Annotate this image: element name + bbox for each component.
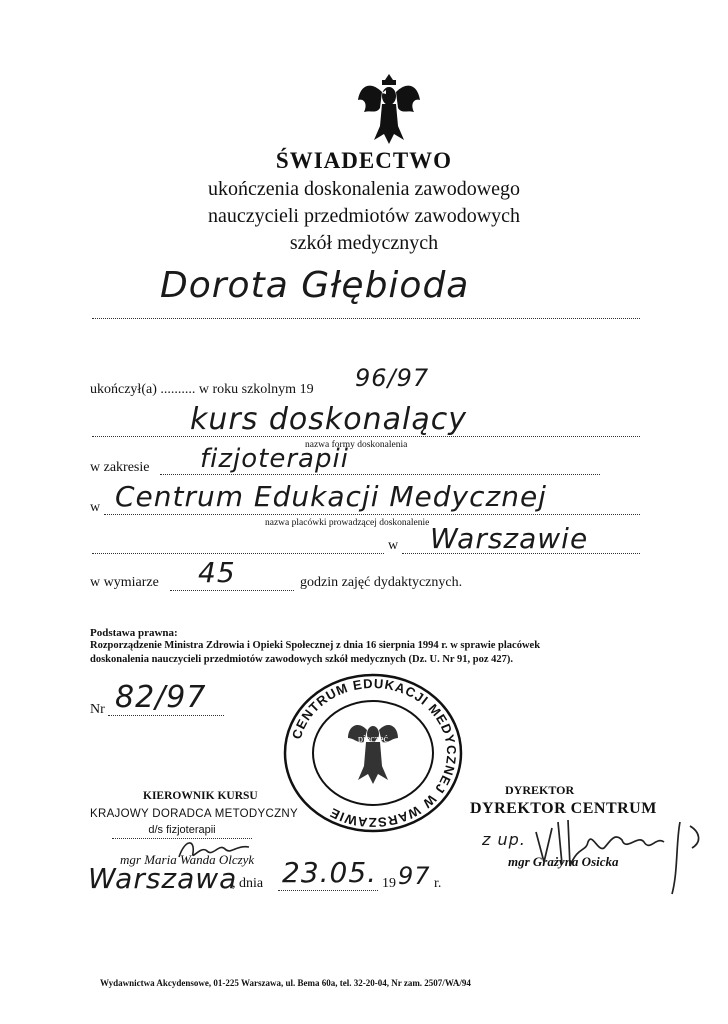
legal-text-line-1: Rozporządzenie Ministra Zdrowia i Opieki Społecznej z dnia 16 sierpnia 1994 r. w sprawie placówek <box>90 640 541 651</box>
school-year: 96/97 <box>355 364 430 392</box>
subtitle-line-2: nauczycieli przedmiotów zawodowych <box>207 205 521 227</box>
seal-center-text: pieczęć <box>358 734 388 745</box>
institution-seal <box>278 668 468 838</box>
legal-heading: Podstawa prawna: <box>90 627 178 639</box>
date-value: 23.05. <box>282 856 378 889</box>
w-label: w <box>90 500 101 515</box>
scope-value: fizjoterapii <box>200 444 349 474</box>
number-label: Nr <box>90 702 105 717</box>
scope-label: w zakresie <box>90 460 150 475</box>
right-handwritten-signature <box>530 812 710 898</box>
date-year-prefix: 19 <box>382 876 396 891</box>
number-value: 82/97 <box>115 680 207 715</box>
institution-caption: nazwa placówki prowadzącej doskonalenie <box>265 518 430 528</box>
scope-underline <box>160 474 600 475</box>
course-caption: nazwa formy doskonalenia <box>305 440 408 450</box>
left-stamp-line-1: KRAJOWY DORADCA METODYCZNY <box>90 808 299 820</box>
right-stamp-prefix: z up. <box>482 830 526 849</box>
institution-underline <box>104 514 640 515</box>
city-left-dots <box>92 553 384 554</box>
city-value: Warszawie <box>430 522 589 555</box>
course-name: kurs doskonalący <box>190 402 468 437</box>
hours-suffix: godzin zajęć dydaktycznych. <box>300 575 463 590</box>
institution-name: Centrum Edukacji Medycznej <box>115 480 547 513</box>
date-year-suffix: r. <box>434 876 442 891</box>
number-underline <box>108 715 224 716</box>
subtitle-line-1: ukończenia doskonalenia zawodowego <box>207 178 521 200</box>
polish-eagle-emblem <box>356 70 422 146</box>
left-stamp-line-2: d/s fizjoterapii <box>148 824 216 836</box>
legal-text-line-2: doskonalenia nauczycieli przedmiotów zawodowych szkół medycznych (Dz. U. Nr 91, poz 427). <box>90 654 513 665</box>
extent-label: w wymiarze <box>90 575 159 590</box>
subtitle-line-3: szkół medycznych <box>289 232 439 254</box>
recipient-name: Dorota Głębioda <box>160 265 470 306</box>
seal-ring-text: CENTRUM EDUKACJI MEDYCZNEJ W WARSZAWIE <box>288 675 460 831</box>
date-day-label: , dnia <box>232 876 264 891</box>
left-stamp-name: mgr Maria Wanda Olczyk <box>120 852 255 867</box>
date-year: 97 <box>398 862 431 890</box>
printer-footer: Wydawnictwa Akcydensowe, 01-225 Warszawa, ul. Bema 60a, tel. 32-20-04, Nr zam. 2507/WA/94 <box>100 978 471 988</box>
right-stamp-name: mgr Grażyna Osicka <box>508 854 619 869</box>
course-leader-role: KIEROWNIK KURSU <box>143 790 258 802</box>
document-title: ŚWIADECTWO <box>275 148 453 173</box>
hours-value: 45 <box>198 556 236 589</box>
director-role: DYREKTOR <box>505 783 575 797</box>
name-underline <box>92 318 640 319</box>
right-stamp-line-1: DYREKTOR CENTRUM <box>470 800 657 817</box>
hours-underline <box>170 590 294 591</box>
left-handwritten-signature <box>175 835 255 865</box>
w-label-2: w <box>388 538 399 553</box>
completed-label: ukończył(a) .......... w roku szkolnym 19 <box>90 382 314 397</box>
date-place: Warszawa <box>88 862 238 895</box>
date-underline <box>278 890 378 891</box>
